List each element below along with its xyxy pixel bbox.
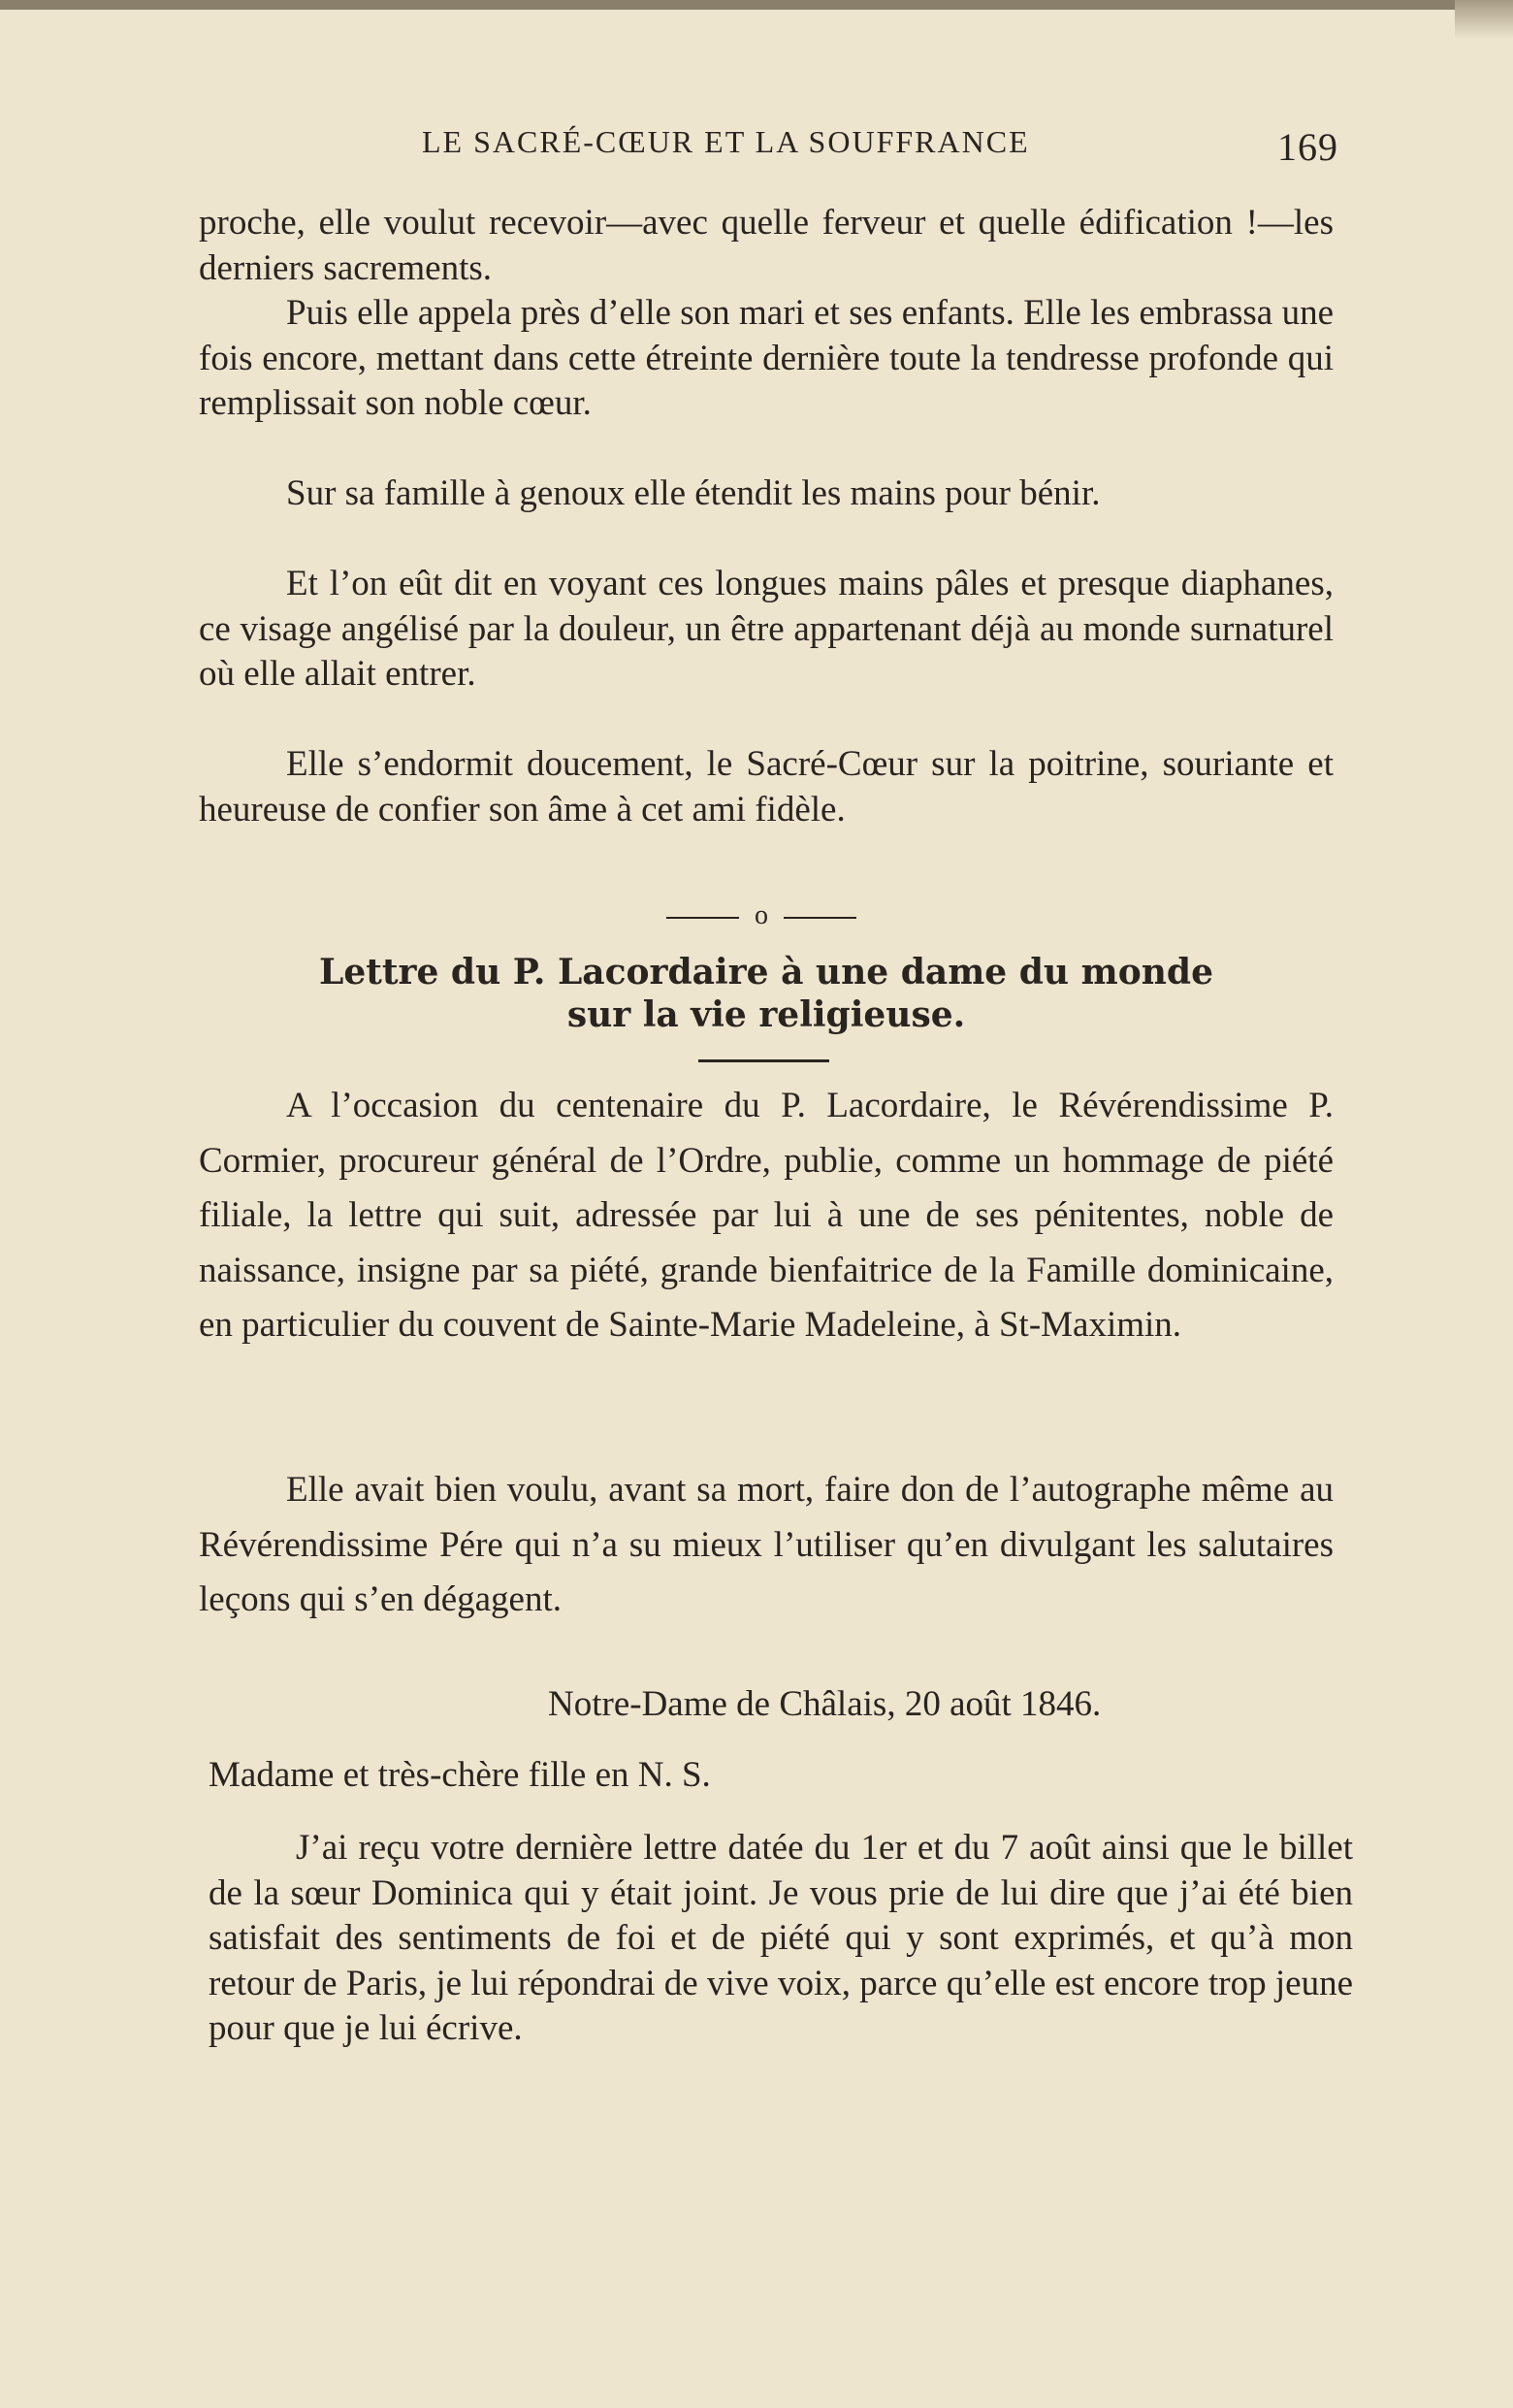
paragraph-4: Et l’on eût dit en voyant ces longues mains pâles et presque diaphanes, ce visage angélisé par la douleur, un être appartenant déjà au monde surnaturel où elle allait entrer. — [199, 564, 1334, 694]
title-rule — [698, 1059, 829, 1062]
section-title-line-1: Lettre du P. Lacordaire à une dame du monde — [319, 952, 1213, 992]
page-top-edge — [0, 0, 1513, 10]
section-title — [199, 951, 1334, 1036]
intro-paragraph-1: A l’occasion du centenaire du P. Lacordaire, le Révérendissime P. Cormier, procureur général de l’Ordre, publie, comme un hommage de piété filiale, la lettre qui suit, adressée par lui à une de ses pénitentes, noble de naissance, insigne par sa piété, grande bienfaitrice de la Famille dominicaine, en particulier du couvent de Sainte-Marie Madeleine, à St-Maximin. — [199, 1086, 1334, 1345]
letter-salutation: Madame et très-chère fille en N. S. — [209, 1755, 711, 1795]
separator-mark: o — [755, 900, 768, 930]
section-title-line-2: sur la vie religieuse. — [566, 994, 966, 1035]
letter-body: J’ai reçu votre dernière lettre datée du 1er et du 7 août ainsi que le billet de la sœur Dominica qui y était joint. Je vous prie de lui dire que j’ai été bien satisfait des sentiments de foi et de piété qui y sont exprimés, et qu’à mon retour de Paris, je lui répondrai de vive voix, parce qu’elle est encore trop jeune pour que je lui écrive. — [209, 1828, 1353, 2048]
page-corner-shadow — [1455, 0, 1513, 39]
paragraph-2: Puis elle appela près d’elle son mari et ses enfants. Elle les embrassa une fois encore, mettant dans cette étreinte dernière toute la tendresse profonde qui remplissait son noble cœur. — [199, 293, 1334, 423]
running-title: LE SACRÉ-CŒUR ET LA SOUFFRANCE — [422, 124, 1030, 159]
section-separator — [650, 900, 873, 931]
intro-paragraph-2: Elle avait bien voulu, avant sa mort, faire don de l’autographe même au Révérendissime Pére qui n’a su mieux l’utiliser qu’en divulgant les salutaires leçons qui s’en dégagent. — [199, 1470, 1334, 1619]
paragraph-3: Sur sa famille à genoux elle étendit les mains pour bénir. — [286, 473, 1101, 513]
letter-dateline: Notre-Dame de Châlais, 20 août 1846. — [548, 1684, 1102, 1724]
paragraph-5: Elle s’endormit doucement, le Sacré-Cœur sur la poitrine, souriante et heureuse de confier son âme à cet ami fidèle. — [199, 744, 1334, 830]
paragraph-1: proche, elle voulut recevoir—avec quelle ferveur et quelle édification !—les derniers sacrements. — [199, 203, 1334, 288]
page-number: 169 — [1277, 125, 1338, 169]
